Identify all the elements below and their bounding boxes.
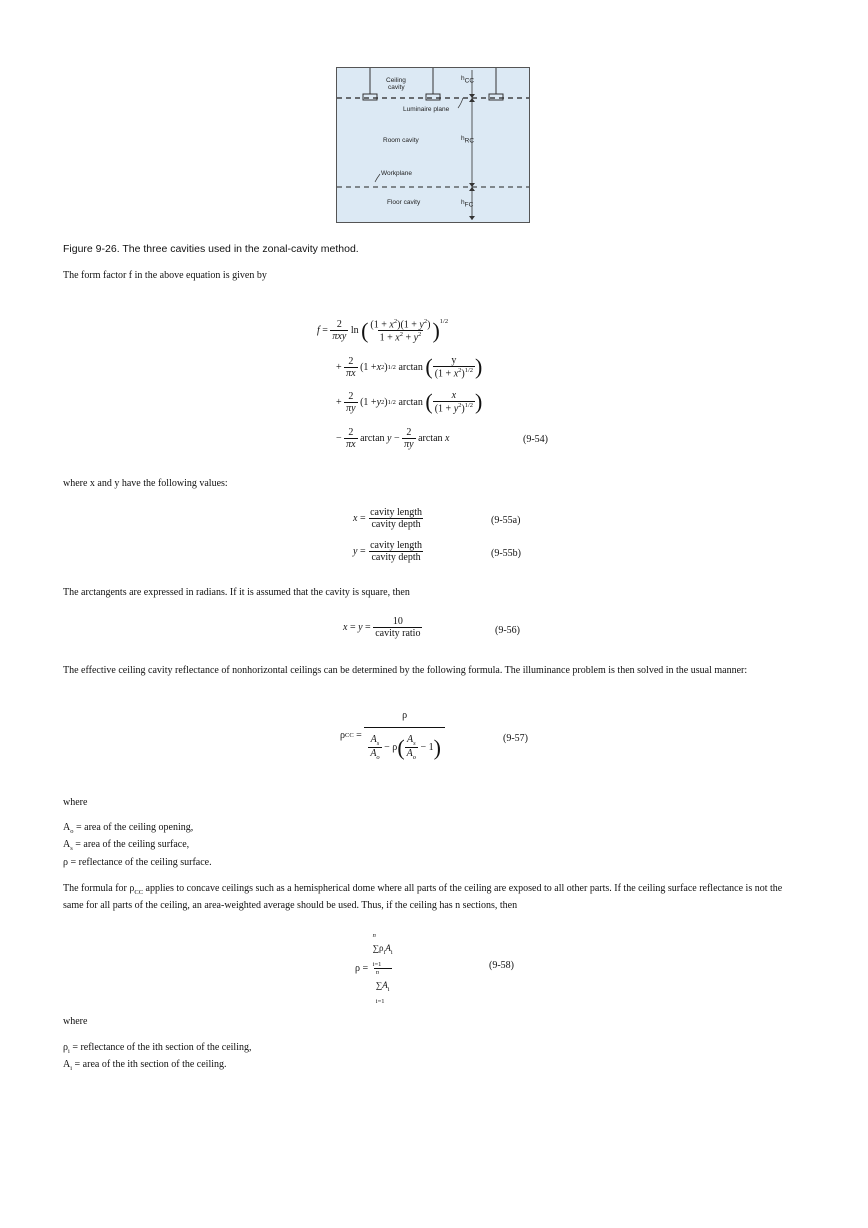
workplane-label: Workplane — [381, 170, 412, 177]
eq-number-9-56: (9-56) — [495, 625, 520, 636]
paragraph-where-1: where — [63, 797, 88, 808]
floor-cavity-label: Floor cavity — [387, 199, 421, 206]
eq-number-9-55b: (9-55b) — [491, 548, 521, 559]
paragraph-arctangents: The arctangents are expressed in radians. If it is assumed that the cavity is square, then — [63, 587, 410, 598]
eq56: x = y = $\frac{10}{\text{cavity ratio}}$ — [343, 616, 421, 639]
eq54-line3: + $\frac{2}{\pi y}$ (1 + y 2 ) 1/2 arctan ( $\frac{x}{(1 + y^2)^{1/2}}$ ) — [336, 389, 483, 415]
eq58: ρ = $^n$ $\sum\rho_iA_i$ $_{i=1}$ $^n$ $\sum A_i$ $_{i=1}$ — [355, 932, 393, 1005]
ceiling-cavity-label-2: cavity — [388, 84, 405, 91]
paragraph-formula-rhocc: The formula for $\rho_{CC}$ applies to concave ceilings such as a hemispherical dome where all parts of the ceiling are exposed to all other parts. If the ceiling surface reflectance is not the same for all parts of the ceiling, an area-weighted average should be used. Thus, if the ceiling has n sections, then — [63, 883, 783, 911]
eq55a: x = $\frac{\text{cavity length}}{\text{cavity depth}}$ — [353, 507, 423, 530]
ceiling-cavity-label: Ceiling — [386, 77, 406, 84]
paragraph-effective-reflectance: The effective ceiling cavity reflectance of nonhorizontal ceilings can be determined by the following formula. The illuminance problem is then solved in the usual manner: — [63, 665, 748, 676]
def-rho: ρ = reflectance of the ceiling surface. — [63, 856, 212, 868]
definitions-list-2 — [63, 1040, 803, 1075]
eq-number-9-57: (9-57) — [503, 733, 528, 744]
definitions-list-1 — [63, 820, 803, 871]
room-cavity-label: Room cavity — [383, 137, 419, 144]
eq54-line2: + $\frac{2}{\pi x}$ (1 + x 2 ) 1/2 arctan ( $\frac{y}{(1 + x^2)^{1/2}}$ ) — [336, 354, 483, 380]
eq54-line1: f = $\frac{2}{\text{πxy}}$ ln ( $\frac{(1 + x^2)(1 + y^2)}{1 + x^2 + y^2}$ ) $^{1/2}$ — [317, 317, 449, 344]
hfc-label: $h_{FC}$ — [461, 199, 474, 209]
paragraph-xy-values: where x and y have the following values: — [63, 478, 228, 489]
eq-number-9-54: (9-54) — [523, 434, 548, 445]
def-rhoi: $\rho_i$ = reflectance of the ith section of the ceiling, — [63, 1042, 252, 1055]
paragraph-where-2: where — [63, 1016, 88, 1027]
eq-number-9-58: (9-58) — [489, 960, 514, 971]
eq54-line4: − $\frac{2}{\pi x}$ arctan y − $\frac{2}{\pi y}$ arctan x — [336, 427, 450, 450]
def-as: $A_s$ = area of the ceiling surface, — [63, 839, 190, 853]
def-ao: $A_o$ = area of the ceiling opening, — [63, 822, 194, 835]
hrc-label: $h_{RC}$ — [461, 135, 475, 145]
hcc-label: $h_{CC}$ — [461, 75, 475, 85]
def-ai: $A_i$ = area of the ith section of the ceiling. — [63, 1059, 227, 1073]
eq-number-9-55a: (9-55a) — [491, 515, 521, 526]
zonal-cavity-figure — [336, 67, 530, 223]
zonal-cavity-diagram — [337, 68, 529, 222]
figure-caption: Figure 9-26. The three cavities used in the zonal-cavity method. — [63, 243, 359, 255]
eq57: ρ CC = ρ $\frac{A_s}{A_o}$ − ρ ( $\frac{A_s}{A_o}$ − 1 ) — [340, 710, 445, 761]
luminaire-plane-label: Luminaire plane — [403, 106, 450, 113]
paragraph-form-factor: The form factor f in the above equation is given by — [63, 270, 267, 281]
eq55b: y = $\frac{\text{cavity length}}{\text{cavity depth}}$ — [353, 540, 423, 563]
